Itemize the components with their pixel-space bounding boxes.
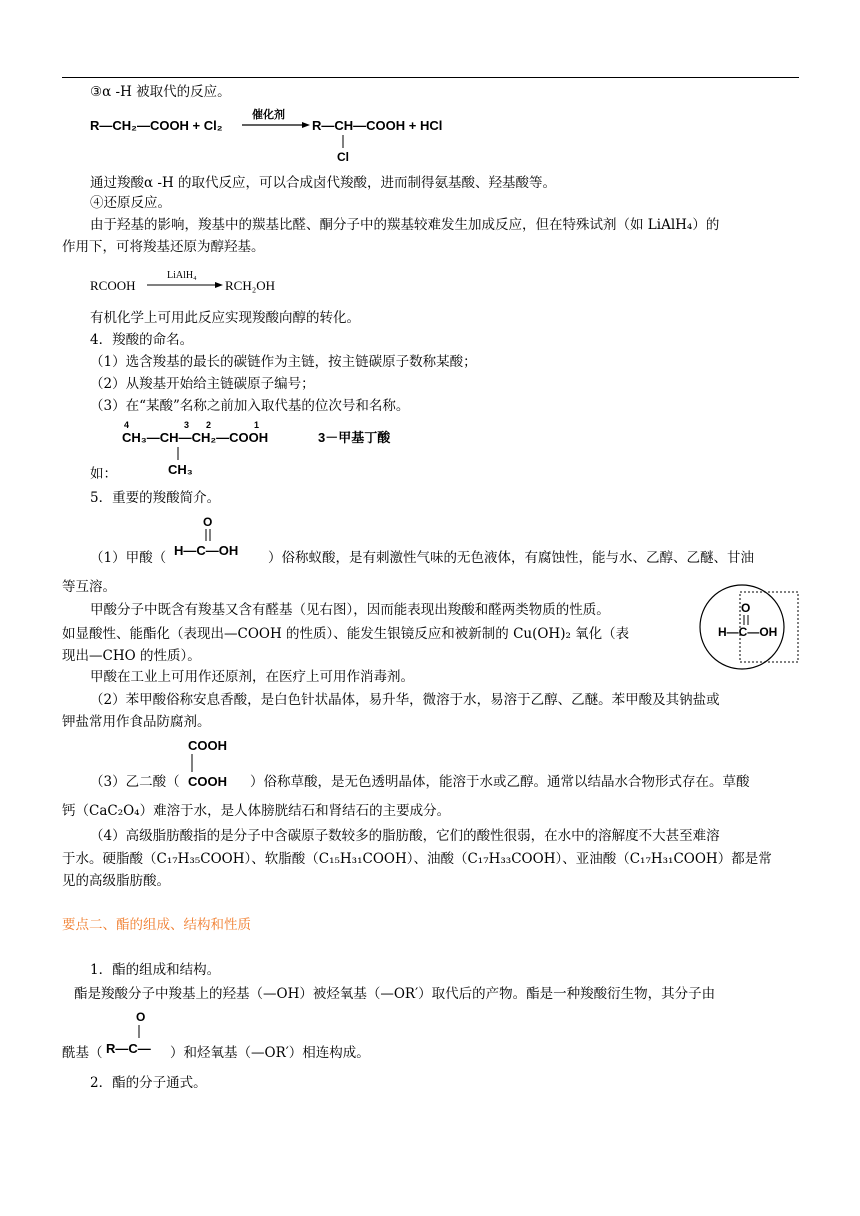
text-line: 有机化学上可用此反应实现羧酸向醇的转化。 (90, 310, 360, 326)
formic-acid-structure (170, 514, 270, 560)
formic-o: O (203, 515, 213, 529)
naming-example (122, 418, 422, 482)
rxn2-reagent: LiAlH₄ (167, 270, 197, 281)
rxn1-arrowhead (302, 122, 310, 128)
reaction-reduction (90, 266, 350, 296)
formic-acid-figure (694, 584, 804, 674)
text-line: ④还原反应。 (90, 195, 171, 211)
naming-branch: CH₃ (168, 462, 193, 477)
text-line: 由于羟基的影响，羧基中的羰基比醛、酮分子中的羰基较难发生加成反应，但在特殊试剂（如 LiAlH₄）的 (90, 217, 720, 233)
text-line: （1）选含羧基的最长的碳链作为主链，按主链碳原子数称某酸； (90, 354, 477, 370)
oxalic-bottom: COOH (188, 774, 227, 789)
text-line: 如显酸性、能酯化（表现出—COOH 的性质）、能发生银镜反应和被新制的 Cu(OH)₂ 氧化（表 (62, 626, 630, 642)
text-line: （1）甲酸（ (90, 550, 167, 566)
text-line: （2）从羧基开始给主链碳原子编号； (90, 376, 315, 392)
rxn1-right: R—CH—COOH + HCl (312, 118, 443, 133)
text-line: ③α -H 被取代的反应。 (90, 84, 231, 100)
figure-chain: H—C—OH (718, 625, 778, 639)
rxn1-catalyst: 催化剂 (252, 109, 285, 121)
rxn2-right: RCH₂OH (225, 278, 276, 293)
acyl-chain: R—C— (106, 1041, 151, 1056)
rxn2-arrowhead (215, 282, 223, 288)
carbon-number: 3 (184, 420, 190, 430)
carbon-number: 4 (124, 420, 130, 430)
section-title: 4．羧酸的命名。 (90, 332, 194, 348)
text-line: 等互溶。 (62, 579, 116, 595)
reaction-chlorination (90, 104, 470, 164)
text-line: 钾盐常用作食品防腐剂。 (62, 714, 211, 730)
text-line: 现出—CHO 的性质）。 (62, 648, 201, 664)
oxalic-top: COOH (188, 738, 227, 753)
text-line: ）俗称草酸，是无色透明晶体，能溶于水或乙醇。通常以结晶水合物形式存在。草酸 (250, 774, 750, 790)
text-line: ）俗称蚁酸，是有刺激性气味的无色液体，有腐蚀性，能与水、乙醇、乙醚、甘油 (268, 550, 754, 566)
text-line: 钙（CaC₂O₄）难溶于水，是人体膀胱结石和肾结石的主要成分。 (62, 803, 451, 819)
oxalic-acid-structure (186, 736, 256, 792)
naming-chain: CH₃—CH—CH₂—COOH (122, 430, 269, 445)
text-line: 见的高级脂肪酸。 (62, 873, 170, 889)
naming-name: 3－甲基丁酸 (318, 430, 391, 445)
rxn2-left: RCOOH (90, 278, 136, 293)
header-rule (62, 77, 799, 78)
text-line: ）和烃氧基（—OR′）相连构成。 (170, 1045, 370, 1061)
text-line: 甲酸分子中既含有羧基又含有醛基（见右图），因而能表现出羧酸和醛两类物质的性质。 (90, 602, 610, 618)
text-line: （3）乙二酸（ (90, 774, 180, 790)
text-line: 酯是羧酸分子中羧基上的羟基（—OH）被烃氧基（—OR′）取代后的产物。酯是一种羧酸衍生物，其分子由 (74, 986, 716, 1002)
section-title: 2．酯的分子通式。 (90, 1075, 207, 1091)
text-line: 酰基（ (62, 1045, 103, 1061)
carbon-number: 1 (254, 420, 260, 430)
rxn1-cl: Cl (337, 150, 349, 164)
section-title: 1．酯的组成和结构。 (90, 962, 221, 978)
text-line: （4）高级脂肪酸指的是分子中含碳原子数较多的脂肪酸，它们的酸性很弱，在水中的溶解度不大甚至难溶 (90, 828, 720, 844)
text-line: 作用下，可将羧基还原为醇羟基。 (62, 239, 265, 255)
text-line: 通过羧酸α -H 的取代反应，可以合成卤代羧酸，进而制得氨基酸、羟基酸等。 (90, 175, 557, 191)
text-line: 甲酸在工业上可用作还原剂，在医疗上可用作消毒剂。 (90, 669, 414, 685)
text-line: 如： (90, 466, 117, 482)
rxn1-left: R—CH₂—COOH + Cl₂ (90, 118, 223, 133)
figure-o: O (741, 601, 751, 615)
acyl-o: O (136, 1010, 146, 1024)
text-line: 于水。硬脂酸（C₁₇H₃₅COOH）、软脂酸（C₁₅H₃₁COOH）、油酸（C₁₇H₃₃COOH）、亚油酸（C₁₇H₃₁COOH）都是常 (62, 851, 772, 867)
carbon-number: 2 (206, 420, 212, 430)
section-title: 5．重要的羧酸简介。 (90, 490, 221, 506)
text-line: （3）在“某酸”名称之前加入取代基的位次号和名称。 (90, 398, 410, 414)
formic-chain: H—C—OH (174, 543, 239, 558)
section-heading: 要点二、酯的组成、结构和性质 (62, 917, 251, 933)
text-line: （2）苯甲酸俗称安息香酸，是白色针状晶体，易升华，微溶于水，易溶于乙醇、乙醚。苯甲酸及其钠盐或 (90, 692, 720, 708)
